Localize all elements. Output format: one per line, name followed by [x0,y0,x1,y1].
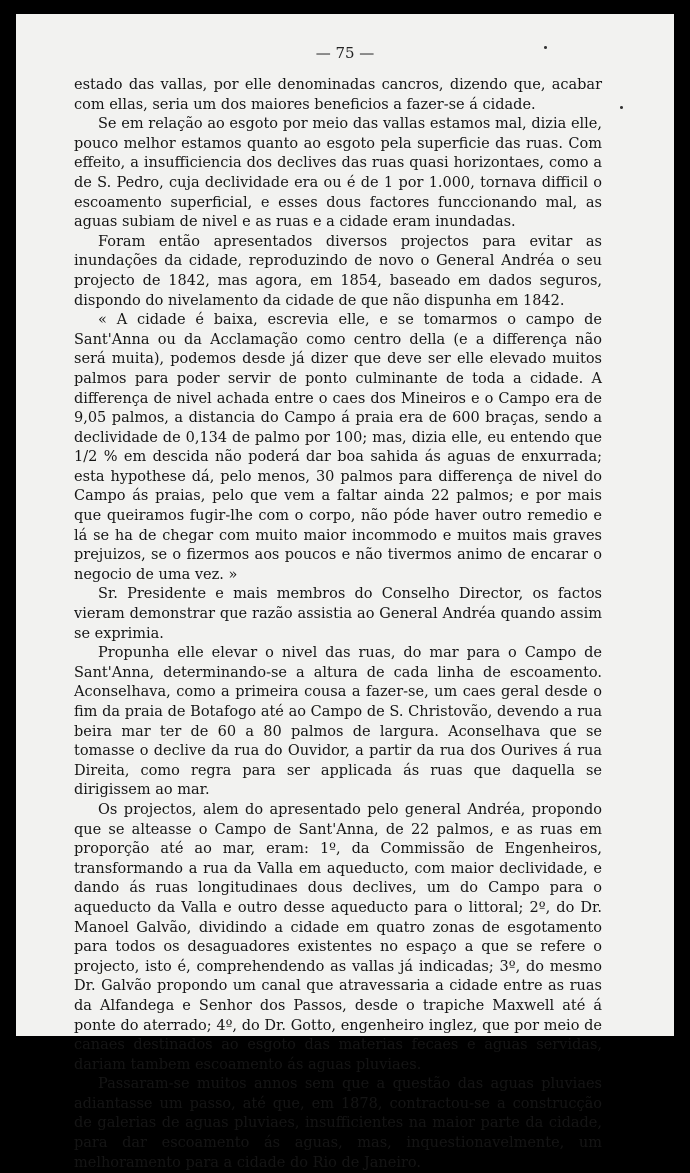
page-number: — 75 — [315,44,375,62]
body-text [74,76,602,1173]
book-page [16,14,674,1171]
paragraph: Passaram-se muitos annos sem que a questão das aguas pluviaes adiantasse um passo, até que, em 1878, contractou-se a construcção de galerias de aguas pluviaes, insufficientes na maior parte da cidade, para dar escoamento ás aguas, mas, inquestionavelmente, um melhoramento para a cidade do Rio de Janeiro. [74,1076,602,1171]
print-speck [544,46,547,49]
paragraph: estado das vallas, por elle denominadas cancros, dizendo que, acabar com ellas, seria um dos maiores beneficios a fazer-se á cidade. [74,77,602,113]
paragraph: « A cidade é baixa, escrevia elle, e se tomarmos o campo de Sant'Anna ou da Acclamação como centro della (e a differença não será muita), podemos desde já dizer que deve ser elle elevado muitos palmos para poder servir de ponto culminante de toda a cidade. A differença de nivel achada entre o caes dos Mineiros e o Campo era de 9,05 palmos, a distancia do Campo á praia era de 600 braças, sendo a declividade de 0,134 de palmo por 100; mas, dizia elle, eu entendo que 1/2 % em descida não poderá dar boa sahida ás aguas de enxurrada; esta hypothese dá, pelo menos, 30 palmos para differença de nivel do Campo ás praias, pelo que vem a faltar ainda 22 palmos; e por mais que queiramos fugir-lhe com o corpo, não póde haver outro remedio e lá se ha de chegar com muito maior incommodo e muitos mais graves prejuizos, se o fizermos aos poucos e não tivermos animo de encarar o negocio de uma vez. » [74,312,602,583]
paragraph: Foram então apresentados diversos projectos para evitar as inundações da cidade, reproduzindo de novo o General Andréa o seu projecto de 1842, mas agora, em 1854, baseado em dados seguros, dispondo do nivelamento da cidade de que não dispunha em 1842. [74,233,602,309]
paragraph: Sr. Presidente e mais membros do Conselho Director, os factos vieram demonstrar que razão assistia ao General Andréa quando assim se exprimia. [74,586,602,642]
paragraph: Se em relação ao esgoto por meio das vallas estamos mal, dizia elle, pouco melhor estamos quanto ao esgoto pela superficie das ruas. Com effeito, a insufficiencia dos declives das ruas quasi horizontaes, como a de S. Pedro, cuja declividade era ou é de 1 por 1.000, tornava difficil o escoamento superficial, e esses dous factores funccionando mal, as aguas subiam de nivel e as ruas e a cidade eram inundadas. [74,116,602,231]
paragraph: Propunha elle elevar o nivel das ruas, do mar para o Campo de Sant'Anna, determinando-se a altura de cada linha de escoamento. Aconselhava, como a primeira cousa a fazer-se, um caes geral desde o fim da praia de Botafogo até ao Campo de S. Christovão, devendo a rua beira mar ter de 60 a 80 palmos de largura. Aconselhava que se tomasse o declive da rua do Ouvidor, a partir da rua dos Ourives á rua Direita, como regra para ser applicada ás ruas que daquella se dirigissem ao mar. [74,645,602,799]
paragraph: Os projectos, alem do apresentado pelo general Andréa, propondo que se alteasse o Campo de Sant'Anna, de 22 palmos, e as ruas em proporção até ao mar, eram: 1º, da Commissão de Engenheiros, transformando a rua da Valla em aqueducto, com maior declividade, e dando ás ruas longitudinaes dous declives, um do Campo para o aqueducto da Valla e outro desse aqueducto para o littoral; 2º, do Dr. Manoel Galvão, dividindo a cidade em quatro zonas de esgotamento para todos os desaguadores existentes no espaço a que se refere o projecto, isto é, comprehendendo as vallas já indicadas; 3º, do mesmo Dr. Galvão propondo um canal que atravessaria a cidade entre as ruas da Alfandega e Senhor dos Passos, desde o trapiche Maxwell até á ponte do aterrado; 4º, do Dr. Gotto, engenheiro inglez, que por meio de canaes destinados ao esgoto das materias fecaes e aguas servidas, dariam tambem escoamento ás aguas pluviaes. [74,801,602,1073]
print-speck [620,106,623,109]
